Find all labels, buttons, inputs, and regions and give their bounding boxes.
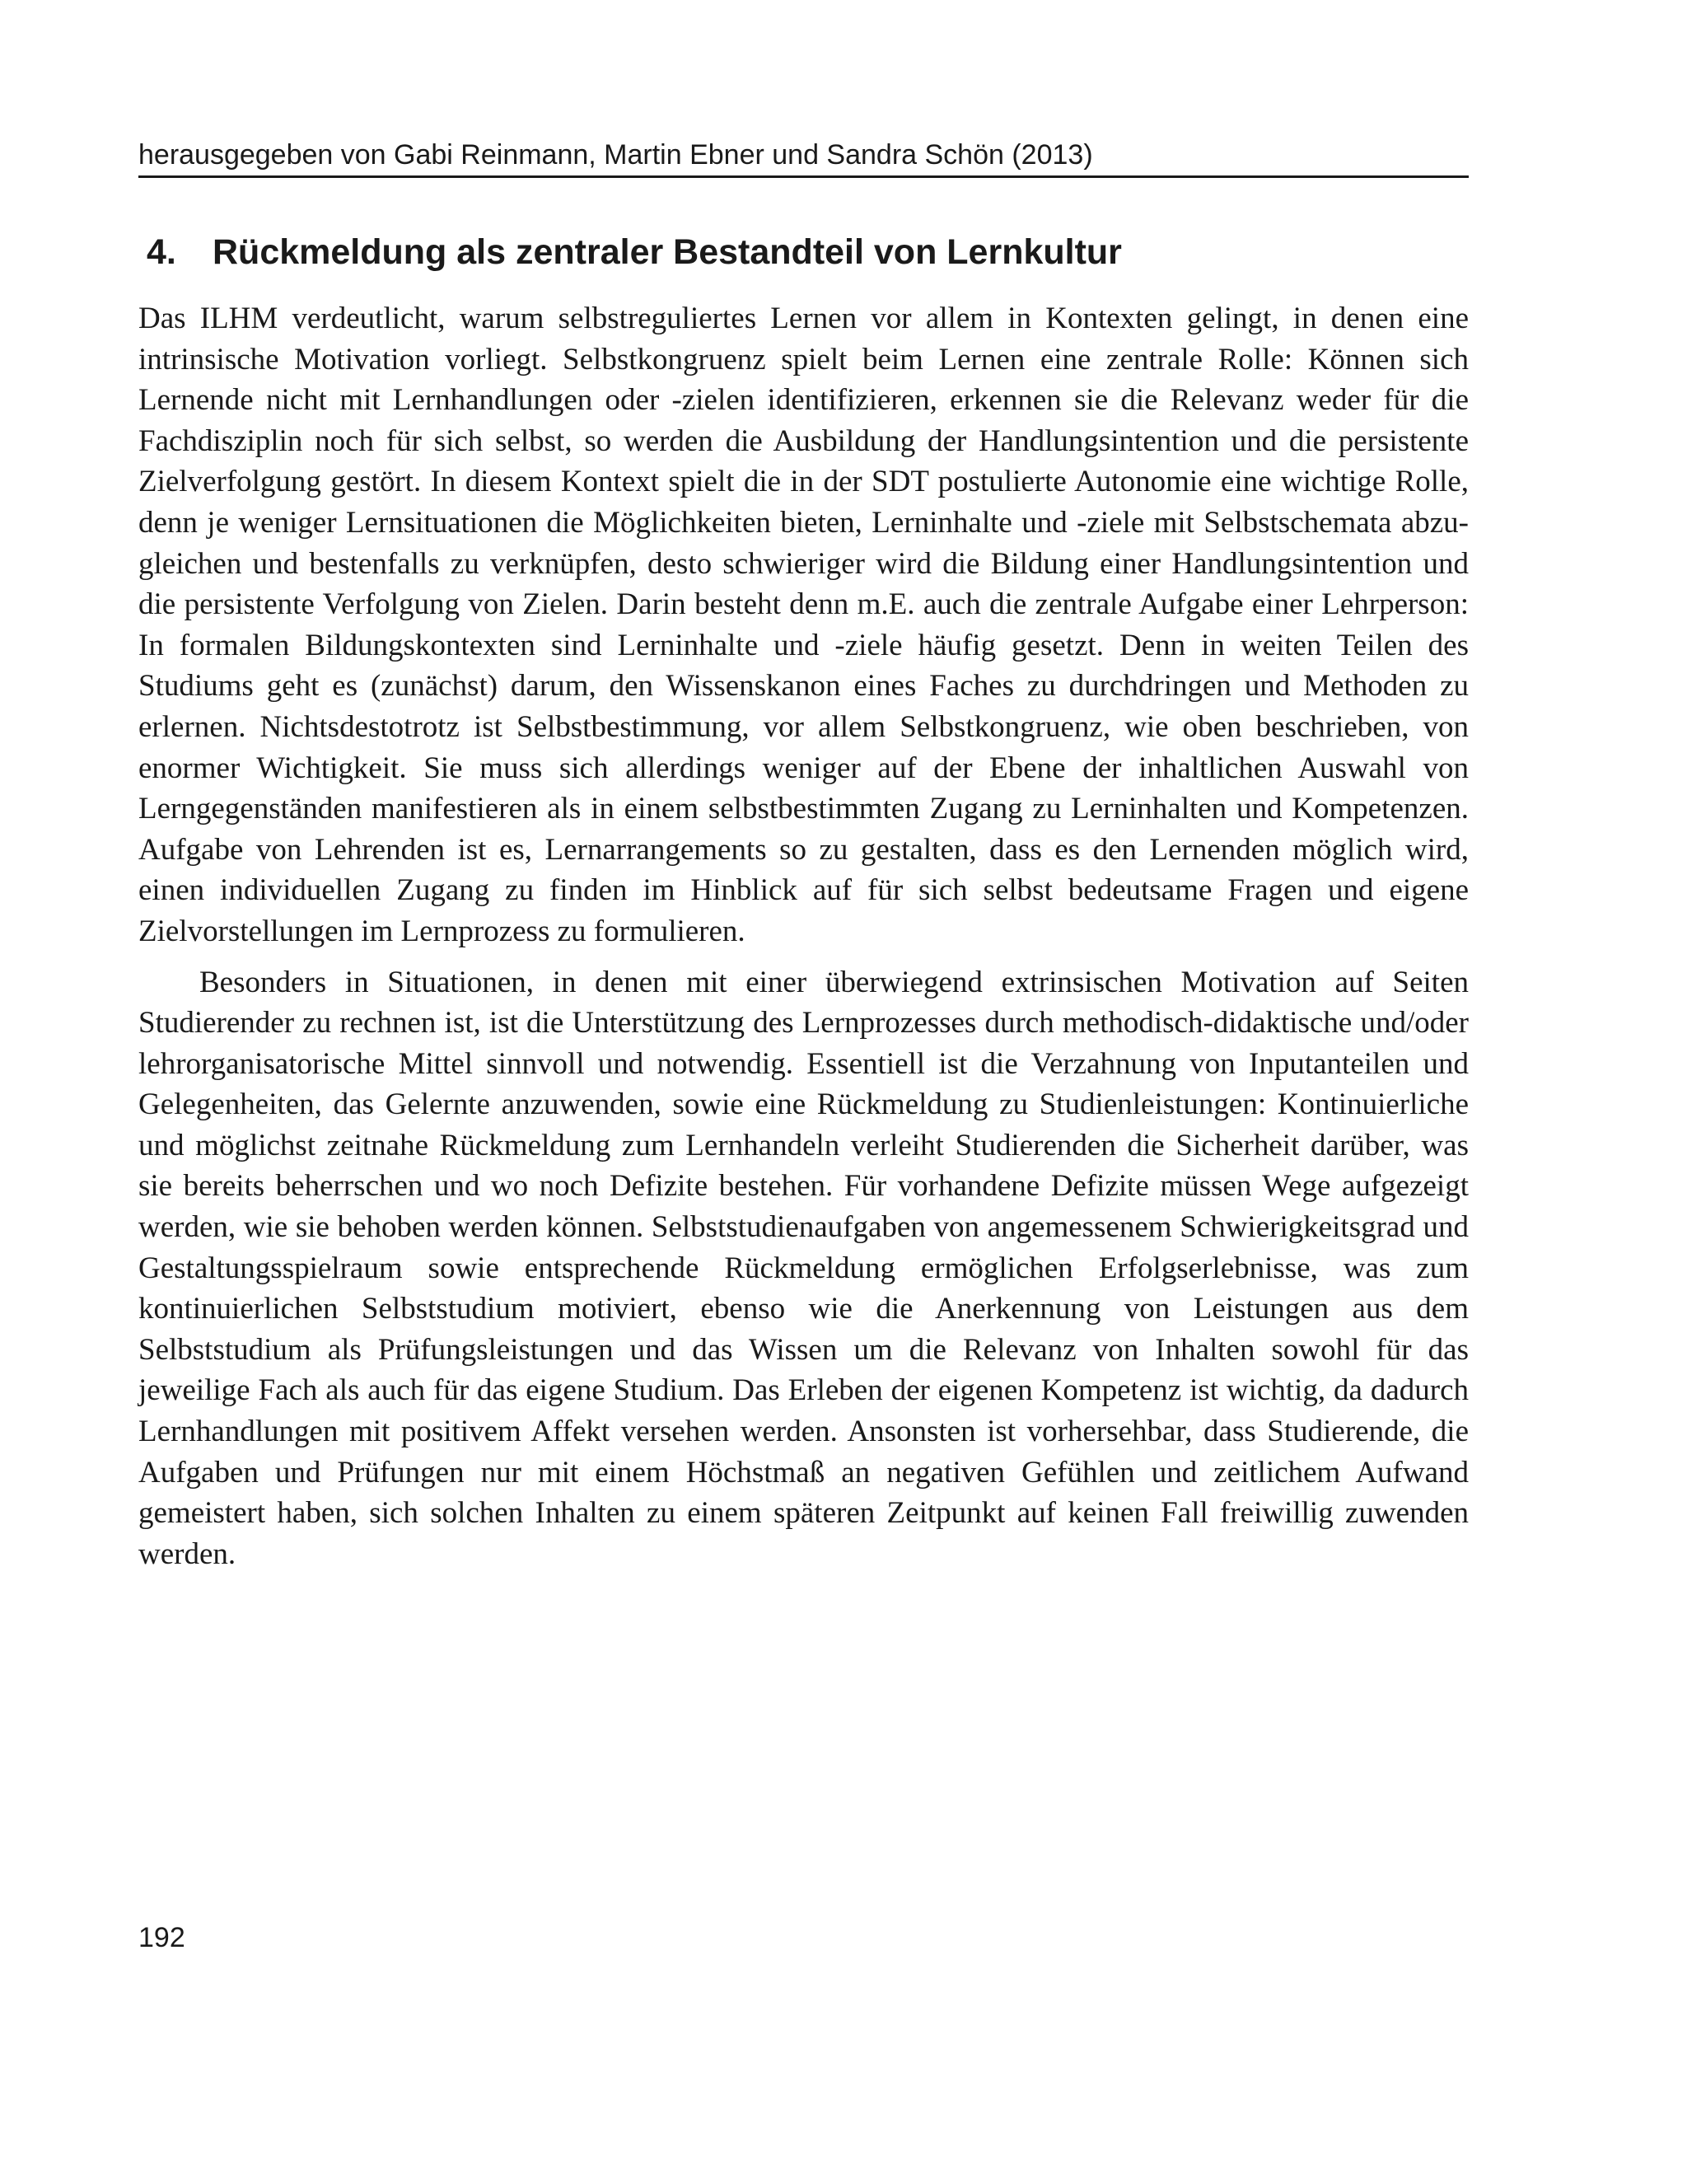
section-number: 4.: [147, 232, 176, 272]
page-number: 192: [138, 1922, 185, 1953]
paragraph: Das ILHM verdeutlicht, warum selbstreguliertes Lernen vor allem in Kontexten gelingt, in denen eine intrinsische Motivation vorliegt. Selbstkongruenz spielt beim Lernen eine zentrale Rolle: Können sich Lernende nicht mit Lernhandlungen oder -zielen identifizieren, erkennen sie die Relevanz weder für die Fachdisziplin noch für sich selbst, so werden die Ausbildung der Handlungsintention und die persistente Zielverfolgung gestört. In diesem Kontext spielt die in der SDT postulierte Autonomie eine wichtige Rolle, denn je weniger Lernsituationen die Möglichkeiten bieten, Lerninhalte und -ziele mit Selbstschemata abzugleichen und bestenfalls zu verknüpfen, desto schwieriger wird die Bildung einer Handlungsintention und die persistente Verfolgung von Zielen. Darin besteht denn m.E. auch die zentrale Aufgabe einer Lehrperson: In formalen Bildungskontexten sind Lerninhalte und -ziele häufig gesetzt. Denn in weiten Teilen des Studiums geht es (zunächst) darum, den Wissenskanon eines Faches zu durchdringen und Methoden zu erlernen. Nichtsdestotrotz ist Selbstbestimmung, vor allem Selbstkongruenz, wie oben beschrieben, von enormer Wichtigkeit. Sie muss sich allerdings weniger auf der Ebene der inhaltlichen Auswahl von Lerngegenständen manifestieren als in einem selbstbestimmten Zugang zu Lerninhalten und Kompetenzen. Aufgabe von Lehrenden ist es, Lernarrangements so zu gestalten, dass es den Lernenden möglich wird, einen individuellen Zugang zu finden im Hinblick auf für sich selbst bedeutsame Fragen und eigene Zielvorstellungen im Lernprozess zu formulieren.: [138, 302, 1469, 948]
running-header: [138, 137, 1469, 178]
body-text: [138, 298, 1469, 1574]
running-header-text: herausgegeben von Gabi Reinmann, Martin Ebner und Sandra Schön (2013): [138, 139, 1093, 171]
section-heading: [147, 229, 1465, 275]
section-title: Rückmeldung als zentraler Bestandteil von Lernkultur: [213, 232, 1122, 272]
paragraph: Besonders in Situationen, in denen mit einer überwiegend extrinsischen Motivation auf Seiten Studierender zu rechnen ist, ist die Unterstützung des Lernprozesses durch methodisch-didaktische und/oder lehrorganisatorische Mittel sinnvoll und notwendig. Essentiell ist die Verzahnung von Inputanteilen und Gelegenheiten, das Gelernte anzuwenden, sowie eine Rückmeldung zu Studienleistungen: Kontinuierliche und möglichst zeitnahe Rückmeldung zum Lernhandeln verleiht Studierenden die Sicherheit darüber, was sie bereits beherrschen und wo noch Defizite bestehen. Für vorhandene Defizite müssen Wege aufgezeigt werden, wie sie behoben werden können. Selbststudienaufgaben von angemessenem Schwierigkeitsgrad und Gestaltungsspielraum sowie entsprechende Rückmeldung ermöglichen Erfolgserlebnisse, was zum kontinuierlichen Selbststudium motiviert, ebenso wie die Anerkennung von Leistungen aus dem Selbststudium als Prüfungsleistungen und das Wissen um die Relevanz von Inhalten sowohl für das jeweilige Fach als auch für das eigene Studium. Das Erleben der eigenen Kompetenz ist wichtig, da dadurch Lernhandlungen mit positivem Affekt versehen werden. Ansonsten ist vorhersehbar, dass Studierende, die Aufgaben und Prüfungen nur mit einem Höchstmaß an negativen Gefühlen und zeitlichem Aufwand gemeistert haben, sich solchen Inhalten zu einem späteren Zeitpunkt auf keinen Fall freiwillig zuwenden werden.: [138, 965, 1469, 1571]
